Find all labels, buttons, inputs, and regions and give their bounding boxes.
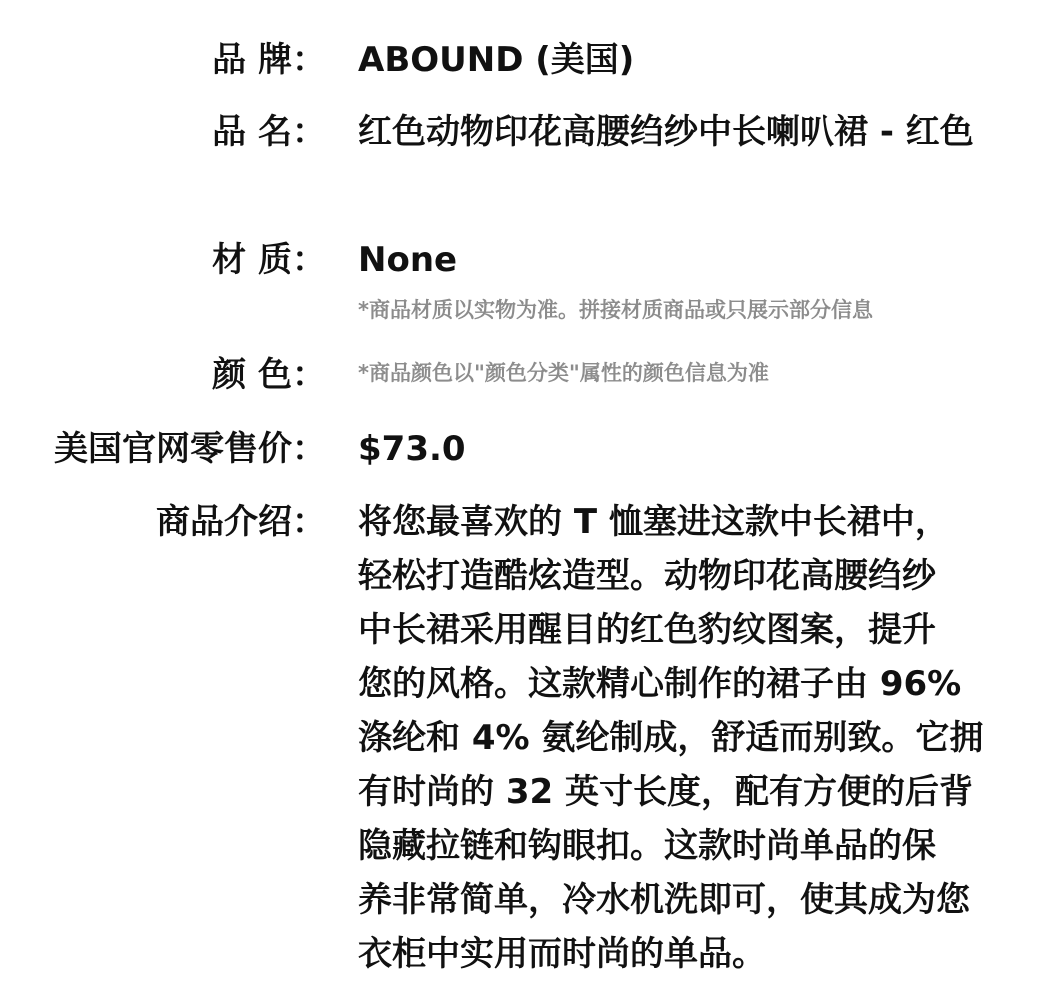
description-line: 轻松打造酷炫造型。动物印花高腰绉纱 — [358, 556, 936, 596]
name-label: 品 名： — [212, 112, 326, 152]
color-label: 颜 色： — [212, 355, 326, 395]
price-label: 美国官网零售价： — [54, 429, 326, 469]
description-label: 商品介绍： — [156, 502, 326, 542]
description-line: 有时尚的 32 英寸长度，配有方便的后背 — [358, 772, 973, 812]
description-line: 将您最喜欢的 T 恤塞进这款中长裙中， — [358, 502, 949, 542]
material-label: 材 质： — [212, 240, 326, 280]
description-line: 衣柜中实用而时尚的单品。 — [358, 934, 766, 974]
description-line: 涤纶和 4% 氨纶制成，舒适而别致。它拥 — [358, 718, 984, 758]
description-line: 中长裙采用醒目的红色豹纹图案，提升 — [358, 610, 936, 650]
description-line: 您的风格。这款精心制作的裙子由 96% — [358, 664, 962, 704]
color-note: *商品颜色以"颜色分类"属性的颜色信息为准 — [358, 361, 769, 385]
price-value: $73.0 — [358, 429, 466, 469]
material-value: None — [358, 240, 458, 280]
description-line: 隐藏拉链和钩眼扣。这款时尚单品的保 — [358, 826, 936, 866]
material-note: *商品材质以实物为准。拼接材质商品或只展示部分信息 — [358, 298, 873, 322]
brand-value: ABOUND (美国) — [358, 40, 635, 80]
brand-label: 品 牌： — [212, 40, 326, 80]
description-line: 养非常简单，冷水机洗即可，使其成为您 — [358, 880, 970, 920]
name-value: 红色动物印花高腰绉纱中长喇叭裙 - 红色 — [358, 112, 974, 152]
description-body — [358, 495, 1038, 981]
